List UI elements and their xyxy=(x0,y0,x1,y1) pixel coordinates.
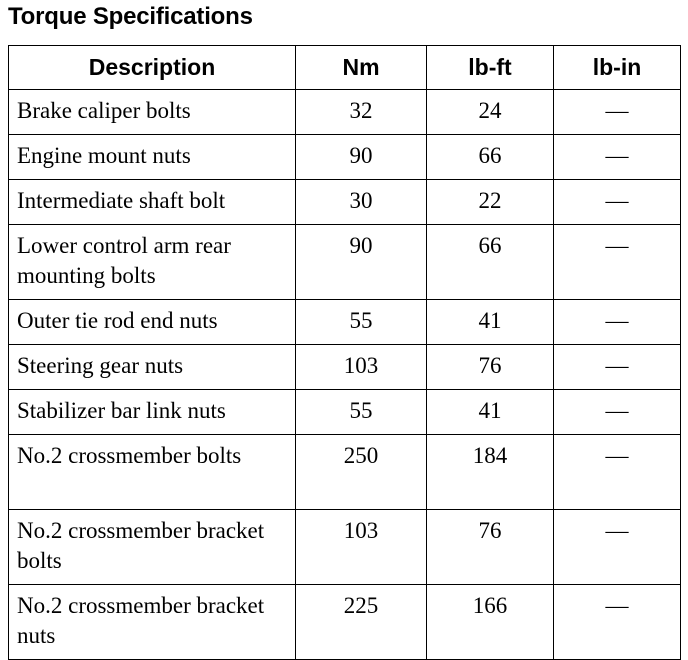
description-cell: Intermediate shaft bolt xyxy=(9,180,296,225)
lb-ft-cell: 24 xyxy=(427,90,554,135)
lb-in-cell: — xyxy=(554,585,681,660)
description-cell: Lower control arm rear mounting bolts xyxy=(9,225,296,300)
table-header-row xyxy=(9,46,681,90)
lb-in-cell: — xyxy=(554,345,681,390)
description-cell: Outer tie rod end nuts xyxy=(9,300,296,345)
table-row xyxy=(9,435,681,510)
lb-in-cell: — xyxy=(554,180,681,225)
nm-cell: 90 xyxy=(296,225,427,300)
description-cell: No.2 crossmember bolts xyxy=(9,435,296,510)
description-cell: Stabilizer bar link nuts xyxy=(9,390,296,435)
nm-cell: 30 xyxy=(296,180,427,225)
lb-in-cell: — xyxy=(554,510,681,585)
lb-ft-cell: 66 xyxy=(427,135,554,180)
nm-cell: 103 xyxy=(296,345,427,390)
table-row xyxy=(9,390,681,435)
lb-ft-cell: 41 xyxy=(427,390,554,435)
table-row xyxy=(9,300,681,345)
nm-cell: 32 xyxy=(296,90,427,135)
nm-cell: 103 xyxy=(296,510,427,585)
table-row xyxy=(9,585,681,660)
nm-cell: 55 xyxy=(296,300,427,345)
torque-specifications-table xyxy=(8,45,681,660)
lb-in-cell: — xyxy=(554,225,681,300)
table-row xyxy=(9,345,681,390)
table-row xyxy=(9,90,681,135)
description-cell: No.2 crossmember bracket nuts xyxy=(9,585,296,660)
table-row xyxy=(9,225,681,300)
lb-ft-cell: 76 xyxy=(427,345,554,390)
description-cell: Engine mount nuts xyxy=(9,135,296,180)
lb-in-cell: — xyxy=(554,300,681,345)
table-row xyxy=(9,135,681,180)
lb-in-cell: — xyxy=(554,435,681,510)
lb-ft-cell: 22 xyxy=(427,180,554,225)
lb-in-cell: — xyxy=(554,90,681,135)
nm-cell: 250 xyxy=(296,435,427,510)
lb-in-cell: — xyxy=(554,390,681,435)
description-cell: Steering gear nuts xyxy=(9,345,296,390)
lb-ft-cell: 166 xyxy=(427,585,554,660)
table-row xyxy=(9,510,681,585)
column-header-lb-ft: lb-ft xyxy=(427,46,554,90)
column-header-lb-in: lb-in xyxy=(554,46,681,90)
column-header-nm: Nm xyxy=(296,46,427,90)
nm-cell: 55 xyxy=(296,390,427,435)
description-cell: Brake caliper bolts xyxy=(9,90,296,135)
description-cell: No.2 crossmember bracket bolts xyxy=(9,510,296,585)
table-row xyxy=(9,180,681,225)
column-header-description: Description xyxy=(9,46,296,90)
nm-cell: 90 xyxy=(296,135,427,180)
lb-ft-cell: 184 xyxy=(427,435,554,510)
lb-ft-cell: 66 xyxy=(427,225,554,300)
page-title: Torque Specifications xyxy=(8,3,253,30)
nm-cell: 225 xyxy=(296,585,427,660)
lb-ft-cell: 41 xyxy=(427,300,554,345)
lb-ft-cell: 76 xyxy=(427,510,554,585)
lb-in-cell: — xyxy=(554,135,681,180)
